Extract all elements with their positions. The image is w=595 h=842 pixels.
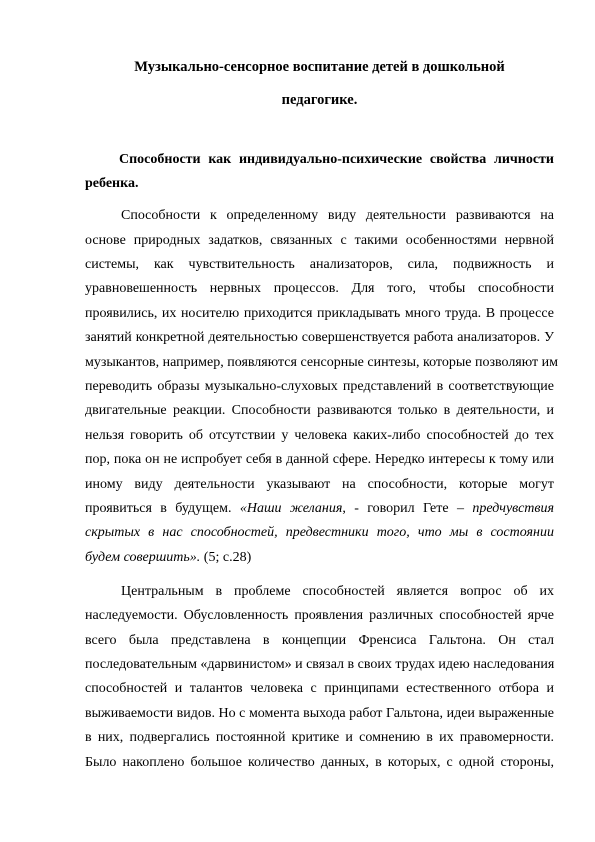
- goethe-quote-start: «Наши желания: [239, 501, 343, 516]
- paragraph-1-line: системы, как чувствительность анализаторов, сила, подвижность и: [85, 257, 554, 272]
- paragraph-2-line: Было накоплено большое количество данных, в которых, с одной стороны,: [85, 755, 554, 770]
- paragraph-1-line: музыкантов, например, появляются сенсорные синтезы, которые позволяют им: [85, 355, 558, 370]
- citation-reference: (5; с.28): [200, 550, 252, 565]
- goethe-quote-line: скрытых в нас способностей, предвестники того, что мы в состоянии: [85, 525, 554, 540]
- document-title-line-2: педагогике.: [281, 92, 358, 108]
- paragraph-2-line: наследуемости. Обусловленность проявления различных способностей ярче: [85, 608, 554, 623]
- quote-attribution-text: , - говорил Гете –: [342, 501, 473, 516]
- paragraph-1-line: пор, пока он не испробует себя в данной сфере. Нередко интересы к тому или: [85, 452, 554, 467]
- paragraph-2-line: выживаемости видов. Но с момента выхода работ Гальтона, идеи выраженные: [85, 706, 554, 721]
- paragraph-1-line: уравновешенность нервных процессов. Для того, чтобы способности: [85, 281, 554, 296]
- paragraph-2-line: последовательным «дарвинистом» и связал в своих трудах идею наследования: [85, 657, 555, 672]
- paragraph-2-line: способностей и талантов человека с принципами естественного отбора и: [85, 681, 554, 696]
- paragraph-1-line: занятий конкретной деятельностью совершенствуется работа анализаторов. У: [85, 330, 554, 345]
- section-heading-line-1: Способности как индивидуально-психические свойства личности: [119, 152, 554, 167]
- paragraph-1-line: переводить образы музыкально-слуховых представлений в соответствующие: [85, 379, 554, 394]
- paragraph-1-line: нельзя говорить об отсутствии у человека каких-либо способностей до тех: [85, 428, 554, 443]
- paragraph-2-line: в них, подвергались постоянной критике и сомнению в их правомерности.: [85, 730, 554, 745]
- paragraph-1-line: основе природных задатков, связанных с такими особенностями нервной: [85, 233, 554, 248]
- quote-intro-text: проявиться в будущем.: [85, 501, 240, 516]
- goethe-quote-end: будем совершить».: [85, 550, 201, 565]
- paragraph-2-line: Центральным в проблеме способностей является вопрос об их: [121, 584, 554, 599]
- section-heading-line-2: ребенка.: [85, 176, 139, 191]
- document-title-line-1: Музыкально-сенсорное воспитание детей в дошкольной: [134, 59, 505, 75]
- goethe-quote-end-line: [85, 550, 554, 566]
- paragraph-2-line: всего была представлена в концепции Френсиса Гальтона. Он стал: [85, 633, 554, 648]
- paragraph-1-line: двигательные реакции. Способности развиваются только в деятельности, и: [85, 403, 554, 418]
- paragraph-1-line: проявились, их носителю приходится прикладывать много труда. В процессе: [85, 306, 554, 321]
- paragraph-1-line: Способности к определенному виду деятельности развиваются на: [121, 208, 554, 223]
- paragraph-1-quote-line: [85, 501, 554, 517]
- goethe-quote-continuation: предчувствия: [472, 501, 554, 516]
- paragraph-1-line: иному виду деятельности указывают на способности, которые могут: [85, 477, 554, 492]
